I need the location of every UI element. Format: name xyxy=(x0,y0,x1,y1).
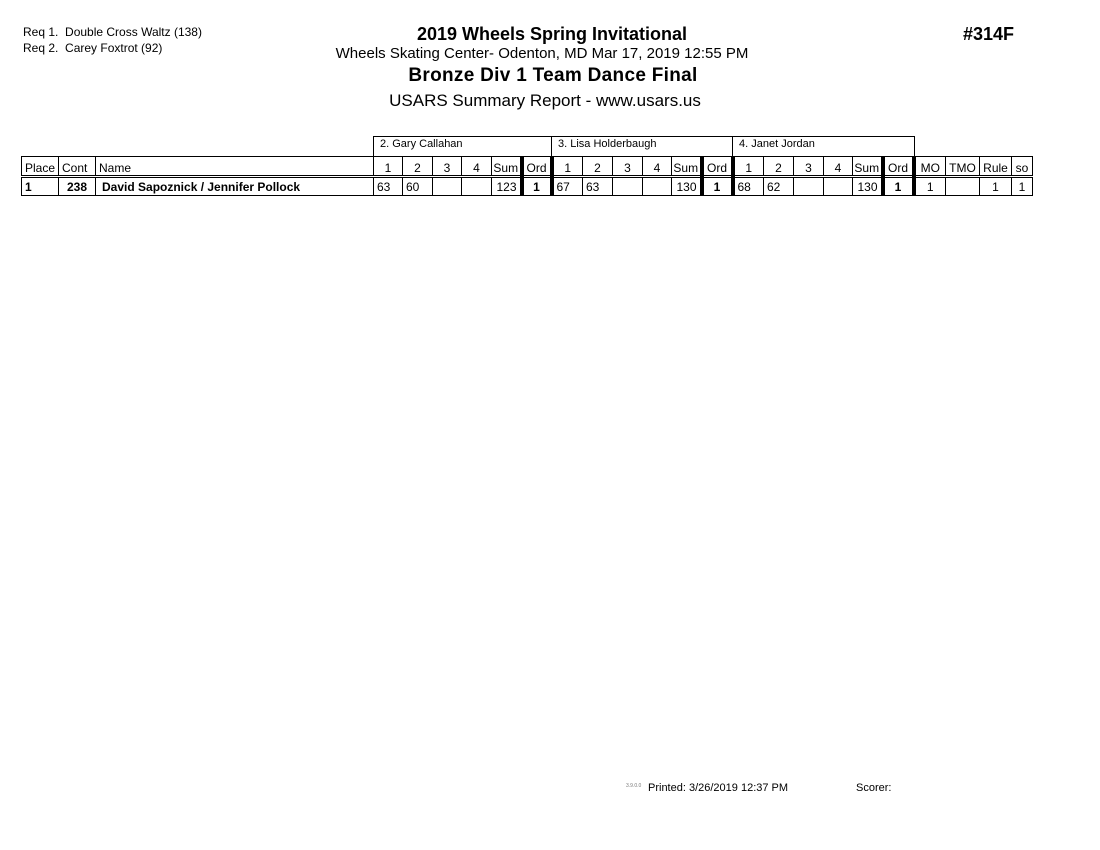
results-table xyxy=(21,156,1033,196)
col-header-j3-4: 4 xyxy=(643,157,672,177)
cell-name: David Sapoznick / Jennifer Pollock xyxy=(96,177,374,196)
competition-title: 2019 Wheels Spring Invitational xyxy=(416,24,688,44)
table-row xyxy=(22,177,1033,196)
cell-mo: 1 xyxy=(914,177,946,196)
cell-j2-score3 xyxy=(433,177,462,196)
venue-date-line: Wheels Skating Center- Odenton, MD Mar 17, 2019 12:55 PM xyxy=(335,45,749,62)
col-header-tmo: TMO xyxy=(946,157,980,177)
col-header-j4-ord: Ord xyxy=(883,157,914,177)
col-header-j3-ord: Ord xyxy=(702,157,733,177)
cell-j2-ord: 1 xyxy=(522,177,552,196)
scorer-label: Scorer: xyxy=(856,782,892,794)
judge-name: 3. Lisa Holderbaugh xyxy=(558,138,657,150)
cell-j3-score1: 67 xyxy=(552,177,583,196)
cell-j4-score4 xyxy=(824,177,853,196)
judge-header-1 xyxy=(373,136,552,156)
cell-j3-sum: 130 xyxy=(672,177,702,196)
judge-name: 4. Janet Jordan xyxy=(739,138,815,150)
col-header-j2-sum: Sum xyxy=(492,157,522,177)
col-header-j3-1: 1 xyxy=(552,157,583,177)
cell-cont: 238 xyxy=(59,177,96,196)
cell-j4-sum: 130 xyxy=(853,177,883,196)
judge-header-2 xyxy=(551,136,733,156)
col-header-name: Name xyxy=(96,157,374,177)
cell-tmo xyxy=(946,177,980,196)
event-title: Bronze Div 1 Team Dance Final xyxy=(408,65,698,86)
col-header-j2-4: 4 xyxy=(462,157,492,177)
col-header-place: Place xyxy=(22,157,59,177)
cell-j2-score2: 60 xyxy=(403,177,433,196)
cell-j2-sum: 123 xyxy=(492,177,522,196)
col-header-rule: Rule xyxy=(980,157,1012,177)
cell-j3-score3 xyxy=(613,177,643,196)
cell-j4-score2: 62 xyxy=(764,177,794,196)
cell-j3-score4 xyxy=(643,177,672,196)
col-header-cont: Cont xyxy=(59,157,96,177)
requirement-text: Carey Foxtrot (92) xyxy=(65,41,163,55)
event-number: #314F xyxy=(963,24,1015,44)
col-header-j3-3: 3 xyxy=(613,157,643,177)
software-version: 3.9.0.0 xyxy=(626,783,642,789)
cell-j3-score2: 63 xyxy=(583,177,613,196)
cell-j4-score3 xyxy=(794,177,824,196)
col-header-j4-2: 2 xyxy=(764,157,794,177)
col-header-j4-3: 3 xyxy=(794,157,824,177)
table-header-row xyxy=(22,157,1033,177)
judge-name: 2. Gary Callahan xyxy=(380,138,463,150)
cell-j2-score4 xyxy=(462,177,492,196)
col-header-j2-ord: Ord xyxy=(522,157,552,177)
col-header-j4-sum: Sum xyxy=(853,157,883,177)
printed-timestamp: Printed: 3/26/2019 12:37 PM xyxy=(648,782,789,794)
col-header-j4-4: 4 xyxy=(824,157,853,177)
cell-rule: 1 xyxy=(980,177,1012,196)
col-header-mo: MO xyxy=(914,157,946,177)
cell-j4-ord: 1 xyxy=(883,177,914,196)
col-header-j2-1: 1 xyxy=(374,157,403,177)
cell-so: 1 xyxy=(1012,177,1033,196)
col-header-j3-sum: Sum xyxy=(672,157,702,177)
judge-header-3 xyxy=(732,136,915,156)
col-header-j3-2: 2 xyxy=(583,157,613,177)
requirement-label: Req 2. xyxy=(23,41,59,55)
col-header-j4-1: 1 xyxy=(733,157,764,177)
col-header-j2-2: 2 xyxy=(403,157,433,177)
cell-j3-ord: 1 xyxy=(702,177,733,196)
cell-j2-score1: 63 xyxy=(374,177,403,196)
cell-j4-score1: 68 xyxy=(733,177,764,196)
requirement-text: Double Cross Waltz (138) xyxy=(65,25,202,39)
col-header-j2-3: 3 xyxy=(433,157,462,177)
col-header-so: so xyxy=(1012,157,1033,177)
cell-place: 1 xyxy=(22,177,59,196)
report-title: USARS Summary Report - www.usars.us xyxy=(389,91,701,110)
requirement-label: Req 1. xyxy=(23,25,59,39)
